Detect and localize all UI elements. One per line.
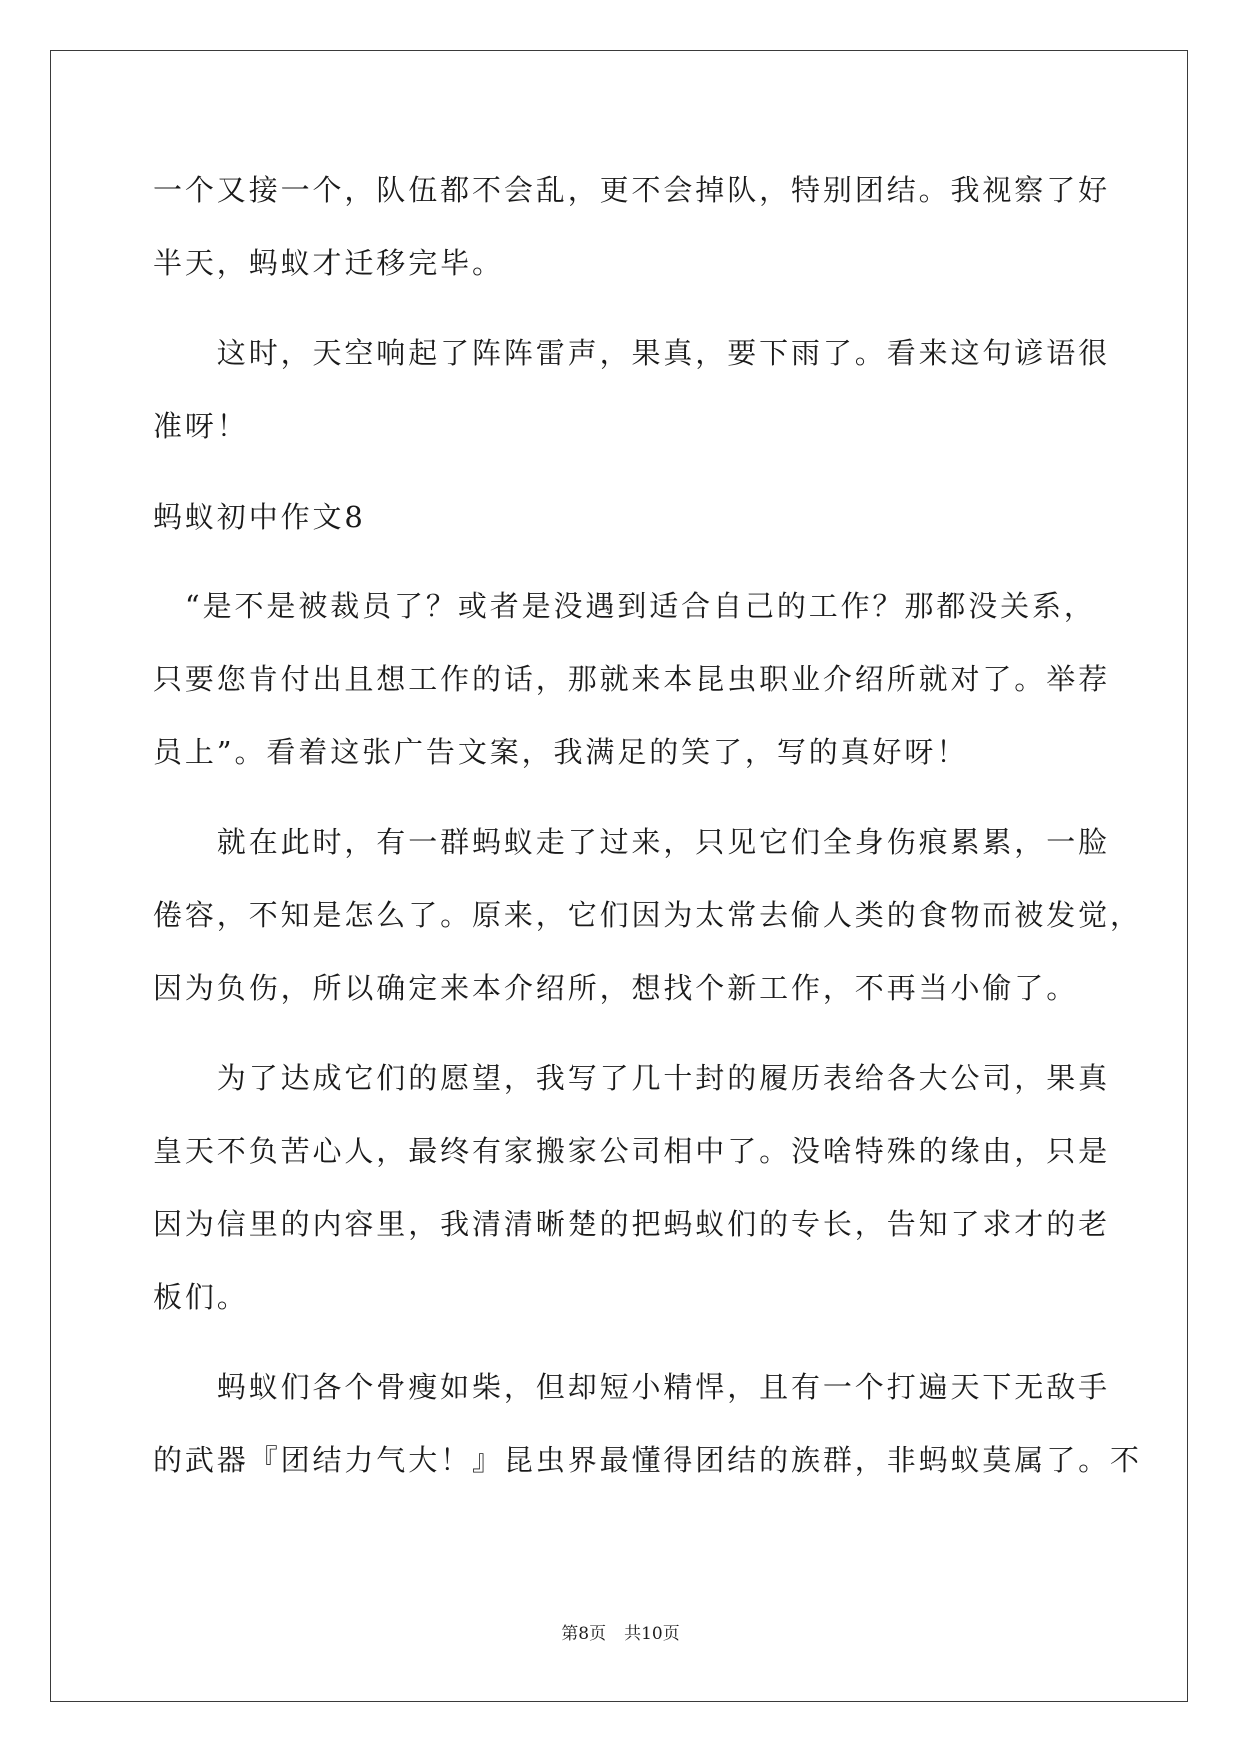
text-line: 员上”。看着这张广告文案，我满足的笑了，写的真好呀！	[153, 735, 969, 769]
text-line: “是不是被裁员了？或者是没遇到适合自己的工作？那都没关系，	[153, 589, 1096, 623]
text-line: 这时，天空响起了阵阵雷声，果真，要下雨了。看来这句谚语很	[153, 336, 1111, 370]
text-line: 一个又接一个，队伍都不会乱，更不会掉队，特别团结。我视察了好	[153, 173, 1111, 207]
text-line: 因为负伤，所以确定来本介绍所，想找个新工作，不再当小偷了。	[153, 971, 1079, 1005]
text-line: 因为信里的内容里，我清清晰楚的把蚂蚁们的专长，告知了求才的老	[153, 1207, 1111, 1241]
text-line: 就在此时，有一群蚂蚁走了过来，只见它们全身伤痕累累，一脸	[153, 825, 1111, 859]
text-line: 为了达成它们的愿望，我写了几十封的履历表给各大公司，果真	[153, 1061, 1111, 1095]
page-total: 共10页	[624, 1624, 680, 1644]
text-line: 蚂蚁们各个骨瘦如柴，但却短小精悍，且有一个打遍天下无敌手	[153, 1370, 1111, 1404]
page-footer	[0, 1622, 1241, 1646]
text-line: 半天，蚂蚁才迁移完毕。	[153, 246, 504, 280]
text-line: 准呀！	[153, 409, 249, 443]
text-line: 的武器『团结力气大！』昆虫界最懂得团结的族群，非蚂蚁莫属了。不	[153, 1443, 1142, 1477]
text-line: 皇天不负苦心人，最终有家搬家公司相中了。没啥特殊的缘由，只是	[153, 1134, 1111, 1168]
text-line: 倦容，不知是怎么了。原来，它们因为太常去偷人类的食物而被发觉，	[153, 898, 1142, 932]
text-line: 板们。	[153, 1280, 249, 1314]
text-line: 只要您肯付出且想工作的话，那就来本昆虫职业介绍所就对了。举荐	[153, 662, 1111, 696]
section-heading: 蚂蚁初中作文8	[153, 500, 366, 534]
page-number: 第8页	[561, 1624, 607, 1644]
